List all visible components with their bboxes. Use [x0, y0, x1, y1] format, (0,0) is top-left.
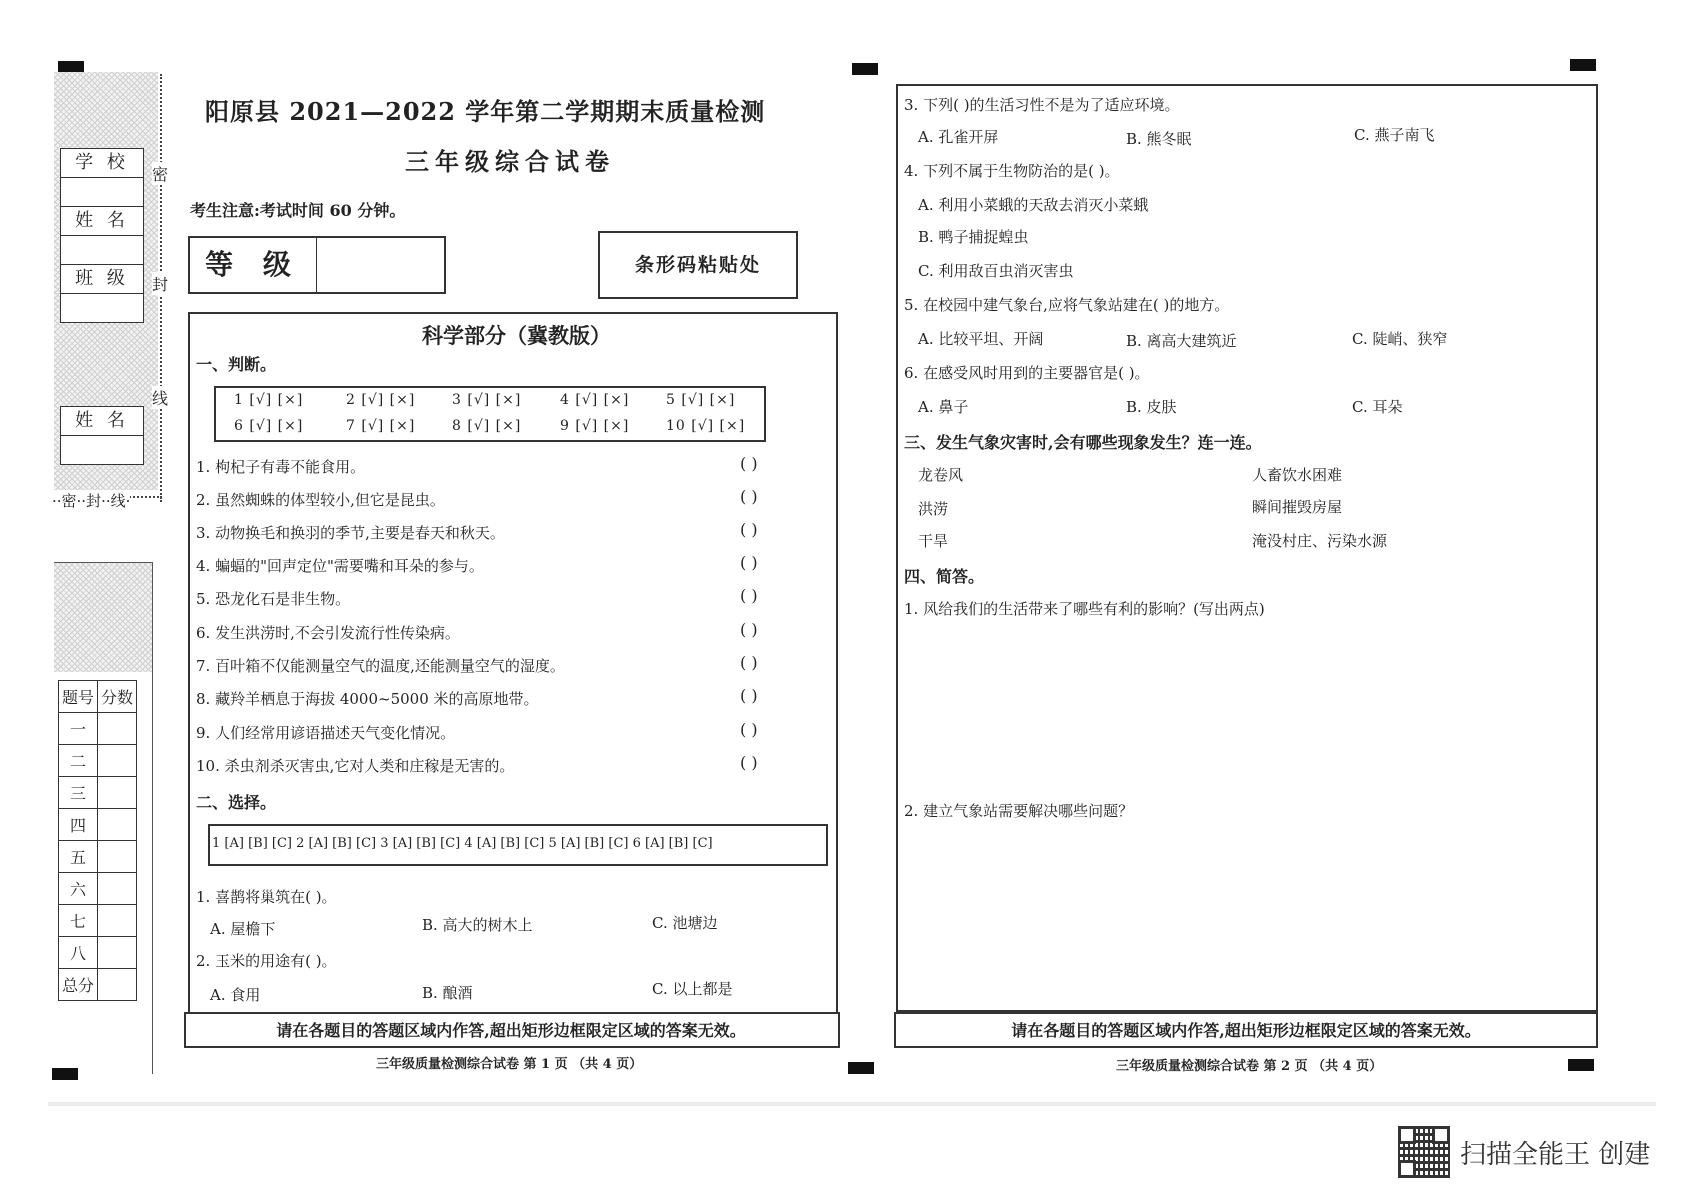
judge-question-7: 7. 百叶箱不仅能测量空气的温度,还能测量空气的湿度。 — [196, 657, 565, 675]
choice-question-6: 6. 在感受风时用到的主要器官是( )。 — [904, 364, 1150, 382]
judge-question-2: 2. 虽然蜘蛛的体型较小,但它是昆虫。 — [196, 491, 445, 509]
match-right-item[interactable]: 人畜饮水困难 — [1252, 466, 1343, 484]
score-row-label: 总分 — [59, 969, 98, 1001]
binding-strip-edge — [152, 562, 153, 1074]
score-table — [58, 680, 137, 1001]
score-cell[interactable] — [98, 937, 137, 969]
short-question-2: 2. 建立气象站需要解决哪些问题？ — [904, 802, 1134, 820]
exam-title: 阳原县 2021—2022 学年第二学期期末质量检测 — [205, 97, 766, 126]
class-field[interactable] — [61, 293, 143, 322]
choice-option: A. 孔雀开屏 — [918, 128, 999, 146]
choice-question-5: 5. 在校园中建气象台,应将气象站建在( )的地方。 — [904, 296, 1230, 314]
choice-option: C. 利用敌百虫消灭害虫 — [918, 262, 1074, 280]
binding-strip-bottom — [54, 562, 152, 672]
judge-answer-7[interactable]: 7 [√] [×] — [346, 418, 416, 434]
name-field-2[interactable] — [61, 435, 143, 464]
name-field[interactable] — [61, 235, 143, 264]
choice-option: B. 皮肤 — [1126, 398, 1177, 416]
match-left-item[interactable]: 洪涝 — [918, 500, 949, 518]
score-cell[interactable] — [98, 713, 137, 745]
choice-option: C. 燕子南飞 — [1354, 126, 1435, 144]
judge-answer-6[interactable]: 6 [√] [×] — [234, 418, 304, 434]
choice-question-3: 3. 下列( )的生活习性不是为了适应环境。 — [904, 96, 1180, 114]
choice-option: B. 熊冬眠 — [1126, 130, 1192, 148]
answer-paren[interactable]: ( ) — [740, 520, 758, 539]
short-question-1: 1. 风给我们的生活带来了哪些有利的影响？(写出两点) — [904, 600, 1265, 618]
exam-notice: 考生注意:考试时间 60 分钟。 — [190, 201, 406, 220]
grade-label: 等 级 — [190, 238, 317, 292]
answer-paren[interactable]: ( ) — [740, 653, 758, 672]
binding-strip-edge-top — [54, 562, 152, 563]
scan-edge — [48, 1102, 1656, 1106]
judge-question-6: 6. 发生洪涝时,不会引发流行性传染病。 — [196, 624, 460, 642]
registration-mark — [848, 1062, 874, 1074]
short-answer-area-1[interactable] — [904, 624, 1584, 784]
choice-option: C. 以上都是 — [652, 980, 733, 998]
answer-paren[interactable]: ( ) — [740, 454, 758, 473]
score-cell[interactable] — [98, 873, 137, 905]
judge-answer-1[interactable]: 1 [√] [×] — [234, 392, 304, 408]
registration-mark — [852, 63, 878, 75]
match-right-item[interactable]: 瞬间摧毁房屋 — [1252, 498, 1343, 516]
judge-answer-8[interactable]: 8 [√] [×] — [452, 418, 522, 434]
science-section-title: 科学部分（冀教版） — [422, 323, 611, 348]
judge-question-9: 9. 人们经常用谚语描述天气变化情况。 — [196, 724, 456, 742]
part4-heading: 四、简答。 — [904, 567, 985, 586]
choice-option: C. 池塘边 — [652, 914, 718, 932]
page-number-2: 三年级质量检测综合试卷 第 2 页 （共 4 页） — [1116, 1059, 1383, 1074]
score-row-label: 七 — [59, 905, 98, 937]
choice-option: B. 酿酒 — [422, 984, 473, 1002]
judge-question-5: 5. 恐龙化石是非生物。 — [196, 590, 351, 608]
judge-answer-4[interactable]: 4 [√] [×] — [560, 392, 630, 408]
choice-question-4: 4. 下列不属于生物防治的是( )。 — [904, 162, 1120, 180]
name-box-2 — [60, 406, 144, 465]
answer-paren[interactable]: ( ) — [740, 720, 758, 739]
choice-option: C. 陡峭、狭窄 — [1352, 330, 1448, 348]
choice-option: A. 屋檐下 — [210, 920, 276, 938]
score-cell[interactable] — [98, 745, 137, 777]
choice-option: B. 高大的树木上 — [422, 916, 533, 934]
judge-answer-10[interactable]: 10 [√] [×] — [666, 418, 746, 434]
school-label: 学 校 — [75, 152, 129, 173]
judge-answer-5[interactable]: 5 [√] [×] — [666, 392, 736, 408]
answer-paren[interactable]: ( ) — [740, 487, 758, 506]
student-info-box — [60, 148, 144, 323]
score-row-label: 四 — [59, 809, 98, 841]
score-row-label: 一 — [59, 713, 98, 745]
page-number-1: 三年级质量检测综合试卷 第 1 页 （共 4 页） — [376, 1057, 643, 1072]
barcode-area: 条形码粘贴处 — [598, 231, 798, 299]
score-cell[interactable] — [98, 809, 137, 841]
seal-char: 线 — [152, 386, 168, 409]
score-row-label: 六 — [59, 873, 98, 905]
choice-question-2: 2. 玉米的用途有( )。 — [196, 952, 337, 970]
part3-heading: 三、发生气象灾害时,会有哪些现象发生？连一连。 — [904, 433, 1262, 452]
judge-question-3: 3. 动物换毛和换羽的季节,主要是春天和秋天。 — [196, 524, 505, 542]
exam-subtitle: 三年级综合试卷 — [405, 147, 615, 176]
score-cell[interactable] — [98, 777, 137, 809]
choice-option: A. 利用小菜蛾的天敌去消灭小菜蛾 — [918, 196, 1149, 214]
judge-answer-2[interactable]: 2 [√] [×] — [346, 392, 416, 408]
score-cell[interactable] — [98, 969, 137, 1001]
choice-option: B. 离高大建筑近 — [1126, 332, 1237, 350]
answer-paren[interactable]: ( ) — [740, 753, 758, 772]
choice-option: C. 耳朵 — [1352, 398, 1403, 416]
score-cell[interactable] — [98, 905, 137, 937]
score-row-label: 五 — [59, 841, 98, 873]
match-left-item[interactable]: 龙卷风 — [918, 466, 964, 484]
footer-warning-page2: 请在各题目的答题区域内作答,超出矩形边框限定区域的答案无效。 — [1011, 1021, 1481, 1040]
registration-mark — [52, 1068, 78, 1080]
seal-line-label: ··密··封··线· — [52, 492, 131, 510]
registration-mark — [1568, 1059, 1594, 1071]
footer-warning-page1: 请在各题目的答题区域内作答,超出矩形边框限定区域的答案无效。 — [276, 1021, 746, 1040]
registration-mark — [1570, 59, 1596, 71]
class-label: 班 级 — [61, 264, 143, 293]
choice-question-1: 1. 喜鹊将巢筑在( )。 — [196, 888, 337, 906]
score-header-question: 题号 — [59, 681, 98, 713]
seal-char: 封 — [152, 272, 168, 295]
name-label-2: 姓 名 — [75, 410, 129, 431]
answer-paren[interactable]: ( ) — [740, 553, 758, 572]
answer-paren[interactable]: ( ) — [740, 686, 758, 705]
judge-answer-9[interactable]: 9 [√] [×] — [560, 418, 630, 434]
score-cell[interactable] — [98, 841, 137, 873]
short-answer-area-2[interactable] — [904, 826, 1584, 1002]
camscanner-label: 扫描全能王 创建 — [1460, 1140, 1651, 1170]
choice-option: A. 比较平坦、开阔 — [918, 330, 1044, 348]
seal-char: 密 — [152, 162, 168, 185]
grade-box — [188, 236, 446, 294]
match-left-item[interactable]: 干旱 — [918, 532, 949, 550]
choice-option: A. 食用 — [210, 986, 261, 1004]
part1-heading: 一、判断。 — [196, 355, 277, 374]
score-row-label: 三 — [59, 777, 98, 809]
qr-code-icon — [1398, 1126, 1450, 1178]
name-label: 姓 名 — [61, 206, 143, 235]
judge-question-4: 4. 蝙蝠的"回声定位"需要嘴和耳朵的参与。 — [196, 557, 484, 575]
judge-question-10: 10. 杀虫剂杀灭害虫,它对人类和庄稼是无害的。 — [196, 757, 515, 775]
match-right-item[interactable]: 淹没村庄、污染水源 — [1252, 532, 1388, 550]
choice-answers[interactable]: 1 [A] [B] [C] 2 [A] [B] [C] 3 [A] [B] [C] 4 [A] [B] [C] 5 [A] [B] [C] 6 [A] [B] [C] — [212, 836, 713, 851]
answer-paren[interactable]: ( ) — [740, 586, 758, 605]
grade-field[interactable] — [317, 238, 444, 292]
judge-answer-3[interactable]: 3 [√] [×] — [452, 392, 522, 408]
choice-option: B. 鸭子捕捉蝗虫 — [918, 228, 1029, 246]
choice-option: A. 鼻子 — [918, 398, 969, 416]
judge-question-1: 1. 枸杞子有毒不能食用。 — [196, 458, 366, 476]
score-row-label: 二 — [59, 745, 98, 777]
part2-heading: 二、选择。 — [196, 793, 277, 812]
score-row-label: 八 — [59, 937, 98, 969]
school-field[interactable] — [61, 177, 143, 206]
answer-paren[interactable]: ( ) — [740, 620, 758, 639]
judge-question-8: 8. 藏羚羊栖息于海拔 4000~5000 米的高原地带。 — [196, 690, 539, 708]
score-header-score: 分数 — [98, 681, 137, 713]
